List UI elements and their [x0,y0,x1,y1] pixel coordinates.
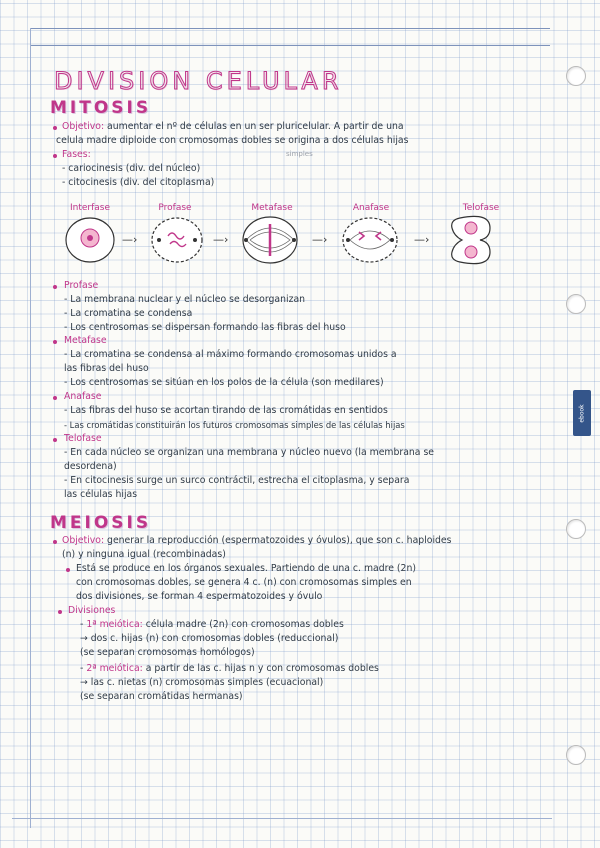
arrow: —› [312,233,328,246]
arrow: —› [122,233,138,246]
cell-metafase [243,217,297,263]
binder-hole [566,66,586,86]
metafase-item: - La cromatina se condensa al máximo formando cromosomas unidos a [64,349,397,360]
telofase-label: Telofase [64,433,102,444]
cell-telofase [452,216,490,263]
side-tab[interactable]: ebook [573,390,591,436]
bullet [58,610,62,614]
margin-line [30,28,31,828]
anafase-label: Anafase [64,391,102,402]
annotation: simples [286,150,313,158]
mitosis-objective: Objetivo: aumentar el nº de células en un ser pluricelular. A partir de una [62,121,404,132]
profase-item: - Los centrosomas se dispersan formando las fibras del huso [64,322,346,333]
cell-profase [152,218,202,262]
bottom-line [12,818,552,819]
mitosis-heading: MITOSIS [50,98,152,118]
mitosis-diagram [50,214,530,266]
divisiones-label: Divisiones [68,605,116,616]
profase-label: Profase [64,280,99,291]
binder-hole [566,519,586,539]
bullet [53,285,57,289]
header-band [30,28,550,46]
bullet [53,340,57,344]
fase-item: - cariocinesis (div. del núcleo) [62,163,201,174]
division-2-item: (se separan cromátidas hermanas) [80,691,243,702]
bullet [66,568,70,572]
meiosis-heading: MEIOSIS [50,513,152,533]
mitosis-objective-cont: celula madre diploide con cromosomas dobles se origina a dos células hijas [56,135,409,146]
cell-interfase [66,218,114,262]
metafase-item: las fibras del huso [64,363,149,374]
division-1-item: → dos c. hijas (n) con cromosomas dobles (reduccional) [80,633,339,644]
division-1-item: (se separan cromosomas homólogos) [80,647,255,658]
fase-item: - citocinesis (div. del citoplasma) [62,177,215,188]
anafase-item: - Las fibras del huso se acortan tirando de las cromátidas en sentidos [64,405,388,416]
arrow: —› [414,233,430,246]
telofase-item: desordena) [64,461,117,472]
bullet [53,126,57,130]
phase-label-interfase: Interfase [69,203,111,213]
meiosis-desc: con cromosomas dobles, se genera 4 c. (n) con cromosomas simples en [76,577,412,588]
binder-hole [566,745,586,765]
phase-label-telofase: Telofase [462,203,500,213]
division-2: - 2ª meiótica: a partir de las c. hijas n y con cromosomas dobles [80,663,379,674]
meiosis-objective-cont: (n) y ninguna igual (recombinadas) [62,549,226,560]
arrow: —› [213,233,229,246]
phase-label-anafase: Anafase [352,203,390,213]
division-1: - 1ª meiótica: célula madre (2n) con cromosomas dobles [80,619,344,630]
telofase-item: las células hijas [64,489,138,500]
metafase-item: - Los centrosomas se sitúan en los polos de la célula (son medilares) [64,377,384,388]
meiosis-desc: dos divisiones, se forman 4 espermatozoides y óvulo [76,591,323,602]
profase-item: - La membrana nuclear y el núcleo se desorganizan [64,294,306,305]
bullet [53,396,57,400]
phase-label-metafase: Metafase [251,203,293,213]
meiosis-desc: Está se produce en los órganos sexuales. Partiendo de una c. madre (2n) [76,563,416,574]
bullet [53,540,57,544]
anafase-item: - Las cromátidas constituirán los futuros cromosomas simples de las células hijas [64,420,405,430]
phase-label-profase: Profase [158,203,192,213]
profase-item: - La cromatina se condensa [64,308,193,319]
fases-label: Fases: [62,149,91,160]
telofase-item: - En cada núcleo se organizan una membrana y núcleo nuevo (la membrana se [64,447,435,458]
telofase-item: - En citocinesis surge un surco contráctil, estrecha el citoplasma, y separa [64,475,410,486]
binder-hole [566,294,586,314]
page-title: DIVISION CELULAR [54,67,343,95]
bullet [53,154,57,158]
meiosis-objective: Objetivo: generar la reproducción (espermatozoides y óvulos), que son c. haploides [62,535,452,546]
cell-anafase [343,218,397,262]
bullet [53,438,57,442]
division-2-item: → las c. nietas (n) cromosomas simples (ecuacional) [80,677,324,688]
metafase-label: Metafase [64,335,107,346]
